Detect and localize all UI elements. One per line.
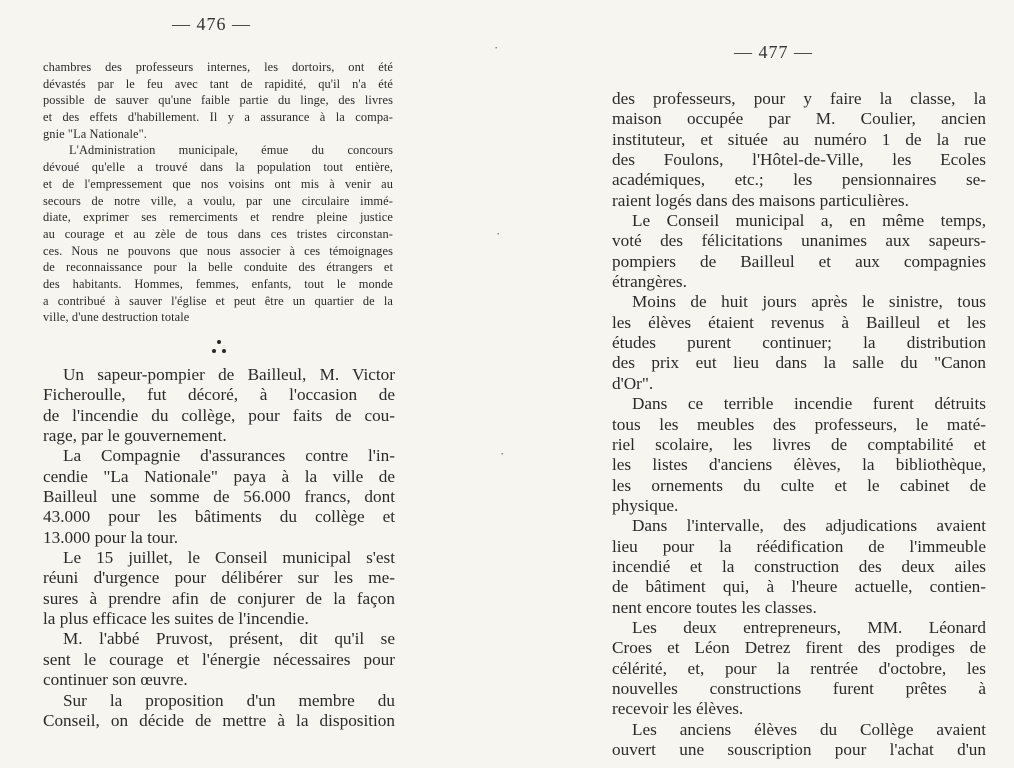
text-line: de l'incendie du collège, pour faits de cou- xyxy=(43,405,395,425)
text-line: des Foulons, l'Hôtel-de-Ville, les Ecoles xyxy=(612,150,986,170)
paragraph xyxy=(612,618,986,720)
left-small-print-section xyxy=(43,59,393,326)
text-line: des habitants. Hommes, femmes, enfants, tout le monde xyxy=(43,276,393,291)
text-line: et des effets d'habillement. Il y a assurance à la compa- xyxy=(43,110,393,125)
text-line: M. l'abbé Pruvost, présent, dit qu'il se xyxy=(63,629,395,649)
text-line: 43.000 pour les bâtiments du collège et xyxy=(43,507,395,527)
text-line: pompiers de Bailleul et aux compagnies xyxy=(612,251,986,271)
text-line: réuni d'urgence pour délibérer sur les me- xyxy=(43,568,395,588)
asterism-separator xyxy=(210,338,228,356)
paragraph xyxy=(43,691,395,732)
text-line: Le Conseil municipal a, en même temps, xyxy=(632,211,986,231)
text-line: au courage et au zèle de tous dans ces tristes circonstan- xyxy=(43,226,393,241)
text-line: L'Administration municipale, émue du concours xyxy=(69,143,393,158)
small-paragraph-1 xyxy=(43,59,393,142)
text-line: 13.000 pour la tour. xyxy=(43,527,179,547)
paragraph xyxy=(612,720,986,761)
text-line: raient logés dans des maisons particulières. xyxy=(612,190,909,210)
left-page xyxy=(0,0,490,768)
text-line: La Compagnie d'assurances contre l'in- xyxy=(63,446,395,466)
text-line: dévastés par le feu avec tant de rapidité, qu'il n'a été xyxy=(43,76,393,91)
paragraph xyxy=(612,394,986,516)
text-line: nent encore toutes les classes. xyxy=(612,597,817,617)
text-line: voté des félicitations unanimes aux sapeurs- xyxy=(612,231,986,251)
text-line: riel scolaire, les livres de comptabilité et xyxy=(612,434,986,454)
text-line: la plus efficace les suites de l'incendie. xyxy=(43,609,309,629)
text-line: Sur la proposition d'un membre du xyxy=(63,690,395,710)
text-line: Bailleul une somme de 56.000 francs, dont xyxy=(43,487,395,507)
text-line: a contribué à sauver l'église et peut être un quartier de la xyxy=(43,293,393,308)
text-line: incendié et la construction des deux ailes xyxy=(612,556,986,576)
paragraph xyxy=(43,446,395,548)
text-line: recevoir les élèves. xyxy=(612,699,744,719)
small-paragraph-2 xyxy=(43,142,393,326)
paragraph xyxy=(612,211,986,292)
text-line: ouvert une souscription pour l'achat d'un xyxy=(612,740,986,759)
text-line: sures à prendre afin de conjurer de la façon xyxy=(43,588,395,608)
right-main-text xyxy=(612,89,986,760)
text-line: Les anciens élèves du Collège avaient xyxy=(632,719,986,739)
text-line: les listes d'anciens élèves, la bibliothèque, xyxy=(612,455,986,475)
margin-speck: · xyxy=(496,226,501,241)
text-line: secours de notre ville, a voulu, par une circulaire immé- xyxy=(43,193,393,208)
text-line: chambres des professeurs internes, les dortoirs, ont été xyxy=(43,60,393,74)
text-line: les élèves étaient revenus à Bailleul et les xyxy=(612,312,986,332)
text-line: et de l'empressement que nos voisins ont mis à venir au xyxy=(43,176,393,191)
paragraph xyxy=(43,629,395,690)
text-line: d'Or". xyxy=(612,373,654,393)
text-line: célérité, et, pour la rentrée d'octobre, les xyxy=(612,658,986,678)
text-line: sent le courage et l'énergie nécessaires pour xyxy=(43,649,395,669)
text-line: gnie "La Nationale". xyxy=(43,126,147,141)
text-line: dévoué qu'elle a trouvé dans la population tout entière, xyxy=(43,160,393,175)
text-line: académiques, etc.; les pensionnaires se- xyxy=(612,170,986,190)
text-line: des professeurs, pour y faire la classe, la xyxy=(612,89,986,108)
text-line: les ornements du culte et le cabinet de xyxy=(612,475,986,495)
text-line: lieu pour la réédification de l'immeuble xyxy=(612,536,986,556)
text-line: étrangères. xyxy=(612,272,687,292)
text-line: diate, exprimer ses remerciments et rendre pleine justice xyxy=(43,210,393,225)
text-line: Croes et Léon Detrez firent des prodiges de xyxy=(612,638,986,658)
paragraph xyxy=(612,89,986,211)
text-line: Le 15 juillet, le Conseil municipal s'est xyxy=(63,548,395,568)
text-line: Dans ce terrible incendie furent détruits xyxy=(632,394,986,414)
margin-speck: · xyxy=(494,40,499,55)
paragraph xyxy=(43,548,395,629)
text-line: cendie "La Nationale" paya à la ville de xyxy=(43,466,395,486)
text-line: Les deux entrepreneurs, MM. Léonard xyxy=(632,617,986,637)
text-line: Ficheroulle, fut décoré, à l'occasion de xyxy=(43,385,395,405)
text-line: ces. Nous ne pouvons que nous associer à ces témoignages xyxy=(43,243,393,258)
text-line: Conseil, on décide de mettre à la disposition xyxy=(43,710,395,730)
text-line: maison occupée par M. Coulier, ancien xyxy=(612,109,986,129)
text-line: nouvelles constructions furent prêtes à xyxy=(612,678,986,698)
left-page-number: — 476 — xyxy=(172,14,251,34)
text-line: ville, d'une destruction totale xyxy=(43,310,190,325)
paragraph xyxy=(612,292,986,394)
text-line: instituteur, et située au numéro 1 de la rue xyxy=(612,129,986,149)
text-line: tous les meubles des professeurs, le maté- xyxy=(612,414,986,434)
text-line: de reconnaissance pour la belle conduite des étrangers et xyxy=(43,260,393,275)
right-page-number: — 477 — xyxy=(734,42,813,62)
paragraph xyxy=(43,365,395,446)
text-line: possible de sauver qu'une faible partie du linge, des livres xyxy=(43,93,393,108)
text-line: continuer son œuvre. xyxy=(43,670,188,690)
text-line: Un sapeur-pompier de Bailleul, M. Victor xyxy=(63,365,395,384)
text-line: physique. xyxy=(612,495,679,515)
text-line: des prix eut lieu dans la salle du "Canon xyxy=(612,353,986,373)
margin-speck: · xyxy=(500,446,505,461)
left-main-text xyxy=(43,365,395,731)
paragraph xyxy=(612,516,986,618)
text-line: études purent continuer; la distribution xyxy=(612,333,986,353)
text-line: de bâtiment qui, à l'heure actuelle, contien- xyxy=(612,577,986,597)
text-line: Moins de huit jours après le sinistre, tous xyxy=(632,292,986,312)
right-page xyxy=(520,0,1014,768)
text-line: Dans l'intervalle, des adjudications avaient xyxy=(632,516,986,536)
text-line: rage, par le gouvernement. xyxy=(43,426,227,446)
